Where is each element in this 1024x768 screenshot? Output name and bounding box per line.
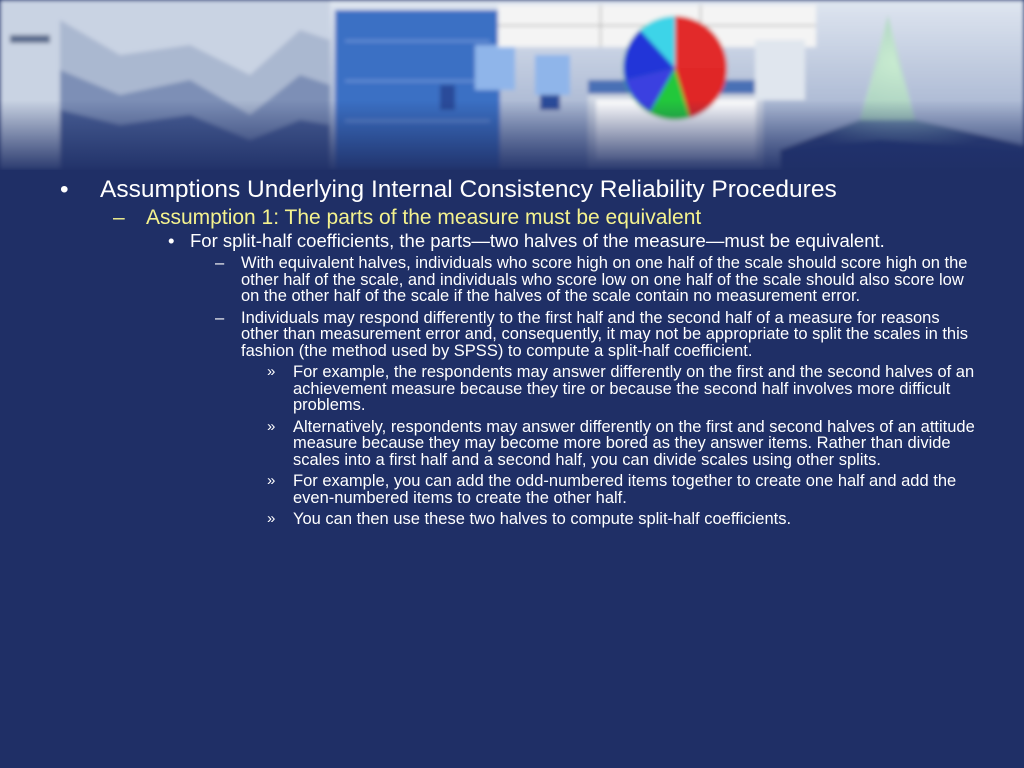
dash-marker: – — [215, 254, 225, 272]
header-banner-image — [0, 0, 1024, 170]
main-bullet — [60, 176, 980, 203]
chevron-marker: » — [267, 472, 276, 489]
detail-bullet — [215, 254, 981, 305]
dash-marker: – — [113, 205, 125, 229]
example-bullet — [267, 472, 993, 507]
chevron-marker: » — [267, 417, 276, 435]
split-half-text: For split-half coefficients, the parts—two halves of the measure—must be equivalent. — [190, 229, 885, 251]
example-bullet — [267, 510, 993, 528]
example-bullet — [267, 363, 993, 414]
dash-marker: – — [215, 308, 225, 327]
chevron-marker: » — [267, 363, 276, 380]
example-text: Alternatively, respondents may answer differently on the first and second halves of an attitude measure because they may become more bored as they answer items. Rather than divide scales into a first half and a second half, you can divide scales using other splits. — [293, 417, 975, 469]
bullet-marker: • — [168, 229, 175, 251]
bullet-marker: • — [60, 176, 69, 203]
slide-body — [0, 178, 1024, 528]
example-bullet — [267, 417, 993, 469]
example-text: For example, you can add the odd-numbered items together to create one half and add the even-numbered items to create the other half. — [293, 472, 957, 507]
detail-bullet — [215, 308, 981, 360]
assumption-text: Assumption 1: The parts of the measure must be equivalent — [146, 205, 702, 229]
banner-fade — [0, 100, 1024, 170]
example-text: For example, the respondents may answer differently on the first and the second halves of an achievement measure because they tire or because the second half involves more difficult problems. — [293, 363, 975, 414]
detail-text: With equivalent halves, individuals who score high on one half of the scale should score high on the other half of the scale, and individuals who score low on one half of the scale should also score low on the other half of the scale if the halves of the scale contain no measurement error. — [241, 254, 968, 305]
detail-text: Individuals may respond differently to the first half and the second half of a measure for reasons other than measurement error and, consequently, it may not be appropriate to split the scales in this fashion (the method used by SPSS) to compute a split-half coefficient. — [241, 308, 969, 360]
assumption-bullet — [113, 205, 976, 229]
split-half-bullet — [168, 229, 960, 251]
example-text: You can then use these two halves to compute split-half coefficients. — [293, 510, 792, 528]
chevron-marker: » — [267, 510, 276, 527]
main-bullet-text: Assumptions Underlying Internal Consistency Reliability Procedures — [100, 176, 837, 203]
